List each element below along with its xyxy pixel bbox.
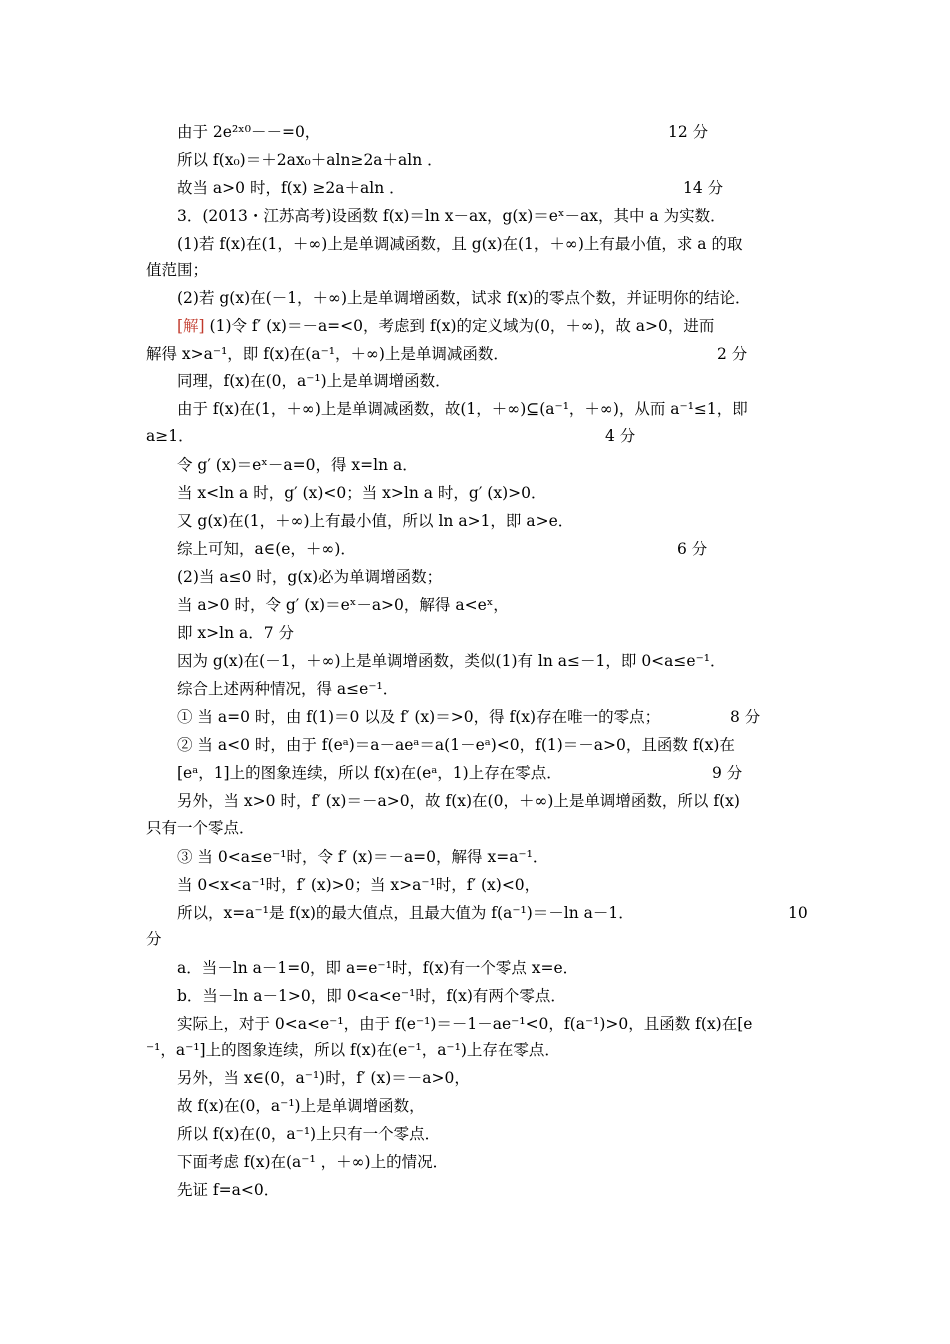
score-mark: 2 分	[717, 345, 748, 363]
line-text: 故 f(x)在(0，a⁻¹)上是单调增函数，	[177, 1097, 425, 1115]
text-line	[177, 1068, 470, 1088]
line-text: 分	[146, 930, 162, 948]
text-line	[177, 679, 398, 699]
text-line	[177, 1180, 279, 1200]
score-mark: 12 分	[668, 123, 709, 141]
line-text: 3．(2013・江苏高考)设函数 f(x)＝ln x－ax，g(x)＝eˣ－ax，其中 a 为实数．	[177, 207, 726, 225]
text-line	[177, 511, 573, 531]
text-line	[146, 426, 194, 446]
line-text: 另外，当 x>0 时，f′ (x)＝－a>0，故 f(x)在(0，＋∞)上是单调增函数，所以 f(x)	[177, 792, 740, 810]
line-text: a≥1．	[146, 427, 194, 445]
line-text: 由于 2e²ˣ⁰－－=0，	[177, 123, 321, 141]
text-line	[146, 344, 509, 364]
line-text: ② 当 a<0 时，由于 f(eᵃ)＝a－aeᵃ＝a(1－eᵃ)<0，f(1)＝－a>0，且函数 f(x)在	[177, 736, 735, 754]
line-text: (1)若 f(x)在(1，＋∞)上是单调减函数，且 g(x)在(1，＋∞)上有最小值，求 a 的取	[177, 235, 743, 253]
line-text: 所以 f(x)在(0，a⁻¹)上只有一个零点．	[177, 1125, 441, 1143]
text-line	[177, 875, 540, 895]
text-line	[177, 1124, 440, 1144]
line-text: 综合上述两种情况，得 a≤e⁻¹．	[177, 680, 399, 698]
text-line	[177, 707, 660, 727]
line-text: 综上可知，a∈(e，＋∞)．	[177, 540, 356, 558]
text-line	[177, 847, 548, 867]
line-text: 令 g′ (x)＝eˣ－a=0，得 x=ln a．	[177, 456, 418, 474]
line-text: (2)当 a≤0 时，g(x)必为单调增函数；	[177, 568, 443, 586]
score-mark: 6 分	[677, 540, 708, 558]
line-text: 即 x>ln a．7 分	[177, 624, 295, 642]
line-text: 另外，当 x∈(0，a⁻¹)时，f′ (x)＝－a>0，	[177, 1069, 470, 1087]
line-text: 解得 x>a⁻¹，即 f(x)在(a⁻¹，＋∞)上是单调减函数．	[146, 345, 509, 363]
line-text: 故当 a>0 时，f(x) ≥2a＋aln ．	[177, 179, 405, 197]
score-mark: 4 分	[605, 427, 636, 445]
text-line	[177, 595, 509, 615]
text-line	[177, 735, 735, 755]
solution-tag: [解]	[177, 317, 205, 335]
score-mark: 14 分	[683, 179, 724, 197]
text-line	[177, 234, 742, 254]
text-line	[177, 122, 320, 142]
text-line	[177, 288, 751, 308]
line-text: 只有一个零点．	[146, 819, 255, 837]
text-line	[177, 623, 294, 643]
text-line	[146, 1040, 560, 1060]
line-text: 当 0<x<a⁻¹时，f′ (x)>0；当 x>a⁻¹时，f′ (x)<0，	[177, 876, 541, 894]
line-text: [eᵃ，1]上的图象连续，所以 f(x)在(eᵃ，1)上存在零点．	[177, 764, 562, 782]
text-line	[177, 399, 748, 419]
text-line	[177, 1152, 448, 1172]
text-line	[177, 791, 740, 811]
text-line	[177, 1096, 425, 1116]
text-line	[177, 958, 578, 978]
line-text: b．当－ln a－1>0，即 0<a<e⁻¹时，f(x)有两个零点．	[177, 987, 566, 1005]
line-text: 所以，x=a⁻¹是 f(x)的最大值点，且最大值为 f(a⁻¹)＝－ln a－1．	[177, 904, 634, 922]
text-line	[177, 371, 451, 391]
line-text: 先证 f=a<0．	[177, 1181, 280, 1199]
text-line	[177, 986, 566, 1006]
text-line	[177, 455, 418, 475]
text-line	[146, 818, 255, 838]
text-line	[177, 1014, 752, 1034]
text-line	[177, 178, 405, 198]
line-text: ③ 当 0<a≤e⁻¹时，令 f′ (x)＝－a=0，解得 x=a⁻¹．	[177, 848, 549, 866]
line-text: 又 g(x)在(1，＋∞)上有最小值，所以 ln a>1，即 a>e．	[177, 512, 574, 530]
line-text: 实际上，对于 0<a<e⁻¹，由于 f(e⁻¹)＝－1－ae⁻¹<0，f(a⁻¹)>0，且函数 f(x)在[e	[177, 1015, 753, 1033]
line-text: 由于 f(x)在(1，＋∞)上是单调减函数，故(1，＋∞)⊆(a⁻¹，＋∞)，从而 a⁻¹≤1，即	[177, 400, 748, 418]
text-line	[177, 206, 726, 226]
line-text: a．当－ln a－1=0，即 a=e⁻¹时，f(x)有一个零点 x=e．	[177, 959, 579, 977]
line-text: (2)若 g(x)在(－1，＋∞)上是单调增函数，试求 f(x)的零点个数，并证明你的结论．	[177, 289, 751, 307]
line-text: 下面考虑 f(x)在(a⁻¹ ，＋∞)上的情况．	[177, 1153, 449, 1171]
line-text: ⁻¹，a⁻¹]上的图象连续，所以 f(x)在(e⁻¹，a⁻¹)上存在零点．	[146, 1041, 560, 1059]
text-line	[177, 567, 442, 587]
line-text: (1)令 f′ (x)＝－a=<0，考虑到 f(x)的定义域为(0，＋∞)，故 a>0，进而	[204, 317, 715, 335]
line-text: 值范围；	[146, 261, 209, 279]
text-line	[177, 483, 547, 503]
line-text: 当 x<ln a 时，g′ (x)<0；当 x>ln a 时，g′ (x)>0．	[177, 484, 547, 502]
line-text: 因为 g(x)在(－1，＋∞)上是单调增函数，类似(1)有 ln a≤－1，即 0<a≤e⁻¹．	[177, 652, 726, 670]
text-line	[177, 651, 725, 671]
text-line	[177, 903, 634, 923]
line-text: 当 a>0 时，令 g′ (x)＝eˣ－a>0，解得 a<eˣ，	[177, 596, 509, 614]
score-mark: 8 分	[730, 708, 761, 726]
text-line	[177, 763, 562, 783]
text-line	[146, 260, 208, 280]
score-mark: 10	[788, 904, 808, 922]
text-line	[177, 150, 443, 170]
line-text: 所以 f(x₀)＝＋2ax₀＋aln≥2a＋aln ．	[177, 151, 443, 169]
line-text: ① 当 a=0 时，由 f(1)＝0 以及 f′ (x)＝>0，得 f(x)存在唯一的零点；	[177, 708, 661, 726]
text-line	[177, 316, 714, 336]
text-line	[177, 539, 356, 559]
text-line	[146, 929, 162, 949]
line-text: 同理，f(x)在(0，a⁻¹)上是单调增函数．	[177, 372, 451, 390]
score-mark: 9 分	[712, 764, 743, 782]
